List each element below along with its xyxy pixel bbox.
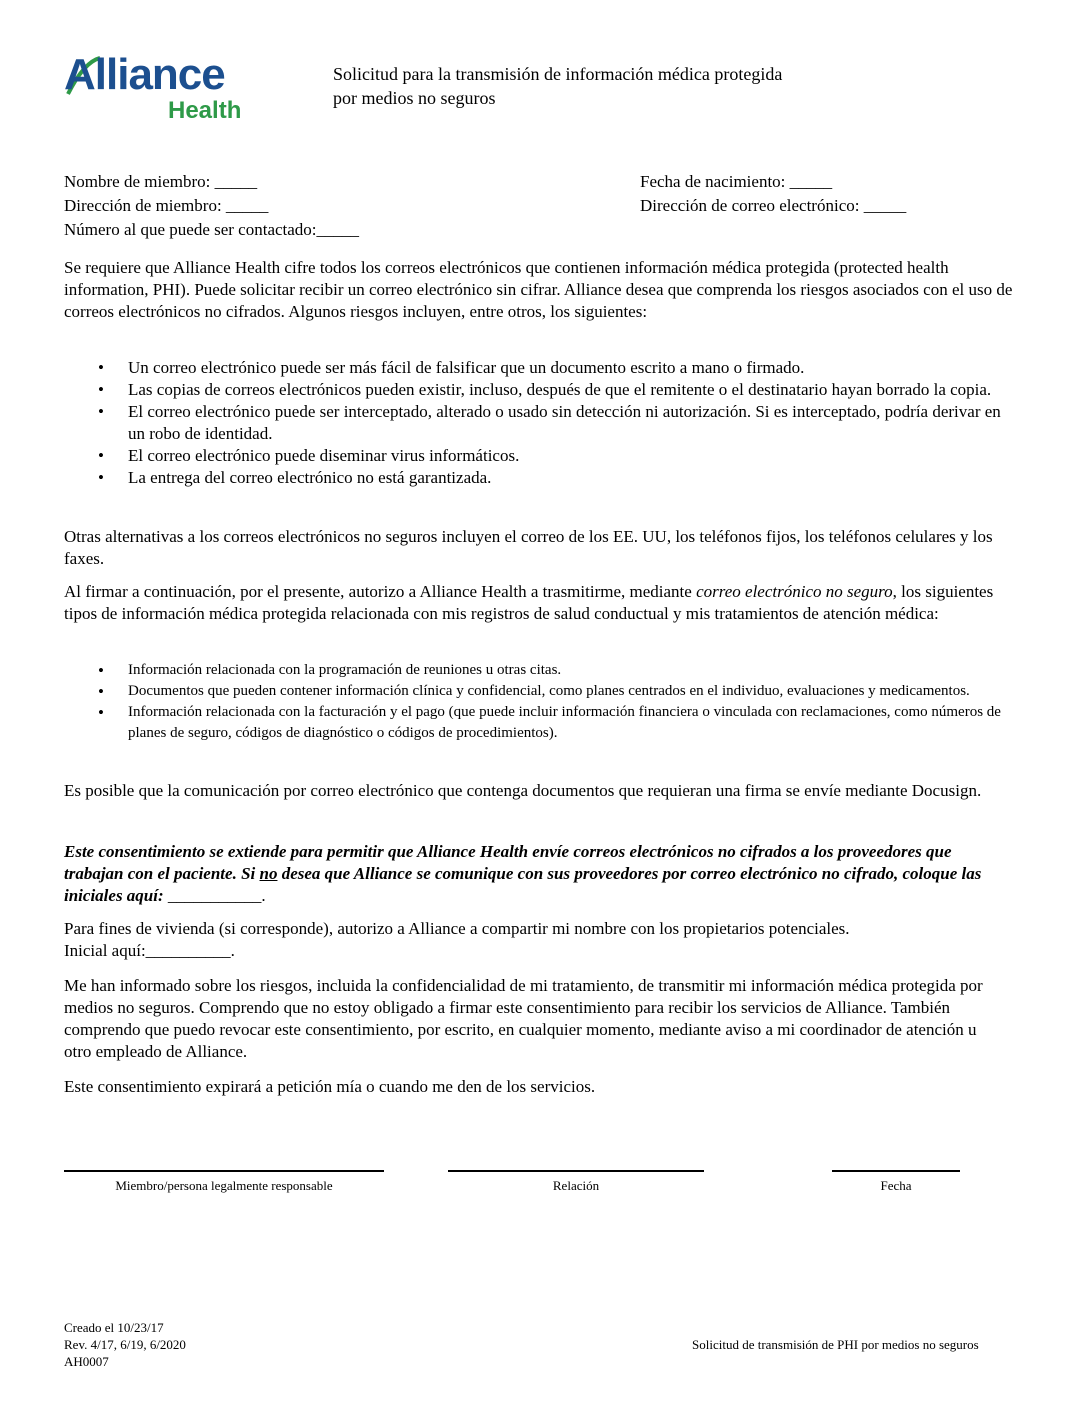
form-title	[333, 62, 933, 110]
title-line-2: por medios no seguros	[333, 88, 496, 108]
logo-text-alliance: Alliance	[64, 50, 225, 99]
list-item: • Información relacionada con la programación de reuniones u otras citas.	[128, 660, 1029, 681]
email-address-field[interactable]: Dirección de correo electrónico: _____	[640, 196, 907, 215]
risks-list	[64, 357, 1014, 489]
info-types-list	[64, 660, 1029, 744]
member-address-field[interactable]: Dirección de miembro: _____	[64, 196, 269, 215]
intro-paragraph: Se requiere que Alliance Health cifre todos los correos electrónicos que contienen información médica protegida (protected health information, PHI). Puede solicitar recibir un correo electrónico sin cifrar. Alliance desea que comprenda los riesgos asociados con el uso de correos electrónicos no cifrados. Algunos riesgos incluyen, entre otros, los siguientes:	[64, 258, 1013, 321]
date-signature-line[interactable]	[832, 1170, 960, 1172]
consent-text-part1: Este consentimiento se extiende para permitir que Alliance Health envíe correos electrónicos no cifrados a los proveedores que trabajan con el paciente. Si	[64, 842, 952, 883]
consent-text-no: no	[259, 864, 278, 883]
docusign-paragraph: Es posible que la comunicación por correo electrónico que contenga documentos que requieran una firma se envíe mediante Docusign.	[64, 781, 982, 800]
consent-paragraph	[64, 841, 994, 907]
expiry-paragraph: Este consentimiento expirará a petición mía o cuando me den de los servicios.	[64, 1077, 596, 1096]
relation-signature-line[interactable]	[448, 1170, 704, 1172]
title-line-1: Solicitud para la transmisión de información médica protegida	[333, 64, 783, 84]
footer-revised: Rev. 4/17, 6/19, 6/2020	[64, 1337, 186, 1352]
consent-text-part2: desea que Alliance se comunique con sus proveedores por correo electrónico no cifrado, coloque las iniciales aquí:	[64, 864, 982, 905]
member-signature-label: Miembro/persona legalmente responsable	[115, 1178, 333, 1193]
list-item: • El correo electrónico puede diseminar virus informáticos.	[128, 445, 1014, 467]
authorization-text-after: , los siguientes tipos de información médica protegida relacionada con mis registros de salud conductual y mis tratamientos de atención médica:	[64, 582, 994, 623]
list-item: • La entrega del correo electrónico no está garantizada.	[128, 467, 1014, 489]
member-signature-line[interactable]	[64, 1170, 384, 1172]
member-name-field[interactable]: Nombre de miembro: _____	[64, 172, 258, 191]
relation-signature-label: Relación	[552, 1178, 600, 1193]
authorization-text-before: Al firmar a continuación, por el presente, autorizo a Alliance Health a trasmitirme, mediante	[64, 582, 697, 601]
consent-initials-field[interactable]: ___________.	[167, 886, 266, 905]
list-item: • El correo electrónico puede ser interceptado, alterado o usado sin detección ni autorización. Si es interceptado, podría derivar en un robo de identidad.	[128, 401, 1014, 445]
footer-code: AH0007	[64, 1354, 109, 1369]
footer-form-name: Solicitud de transmisión de PHI por medios no seguros	[692, 1337, 979, 1352]
list-item: • Documentos que pueden contener información clínica y confidencial, como planes centrados en el individuo, evaluaciones y medicamentos.	[128, 681, 1029, 702]
authorization-paragraph	[64, 581, 1014, 625]
housing-text: Para fines de vivienda (si corresponde), autorizo a Alliance a compartir mi nombre con los propietarios potenciales.	[64, 919, 850, 938]
list-item: • Información relacionada con la facturación y el pago (que puede incluir información financiera o vinculada con reclamaciones, como números de planes de seguro, códigos de diagnóstico o códigos de procedimientos).	[128, 702, 1029, 744]
informed-paragraph: Me han informado sobre los riesgos, incluida la confidencialidad de mi tratamiento, de transmitir mi información médica protegida por medios no seguros. Comprendo que no estoy obligado a firmar este consentimiento para recibir los servicios de Alliance. También comprendo que puedo revocar este consentimiento, por escrito, en cualquier momento, mediante aviso a mi coordinador de atención u otro empleado de Alliance.	[64, 976, 983, 1061]
housing-initial-field[interactable]: __________.	[145, 941, 235, 960]
housing-initial-label: Inicial aquí:	[64, 941, 146, 960]
housing-paragraph	[64, 918, 1014, 962]
birth-date-field[interactable]: Fecha de nacimiento: _____	[640, 172, 833, 191]
authorization-text-italic: correo electrónico no seguro	[696, 582, 893, 601]
alliance-health-logo	[64, 52, 264, 132]
footer-created: Creado el 10/23/17	[64, 1320, 164, 1335]
member-fields	[64, 171, 1024, 243]
logo-text-health: Health	[168, 97, 242, 124]
date-signature-label: Fecha	[880, 1178, 912, 1193]
list-item: • Las copias de correos electrónicos pueden existir, incluso, después de que el remitente o el destinatario hayan borrado la copia.	[128, 379, 1014, 401]
list-item: • Un correo electrónico puede ser más fácil de falsificar que un documento escrito a mano o firmado.	[128, 357, 1014, 379]
footer-revision-info	[64, 1319, 186, 1370]
contact-number-field[interactable]: Número al que puede ser contactado:_____	[64, 220, 360, 239]
alternatives-paragraph: Otras alternativas a los correos electrónicos no seguros incluyen el correo de los EE. UU, los teléfonos fijos, los teléfonos celulares y los faxes.	[64, 527, 993, 568]
